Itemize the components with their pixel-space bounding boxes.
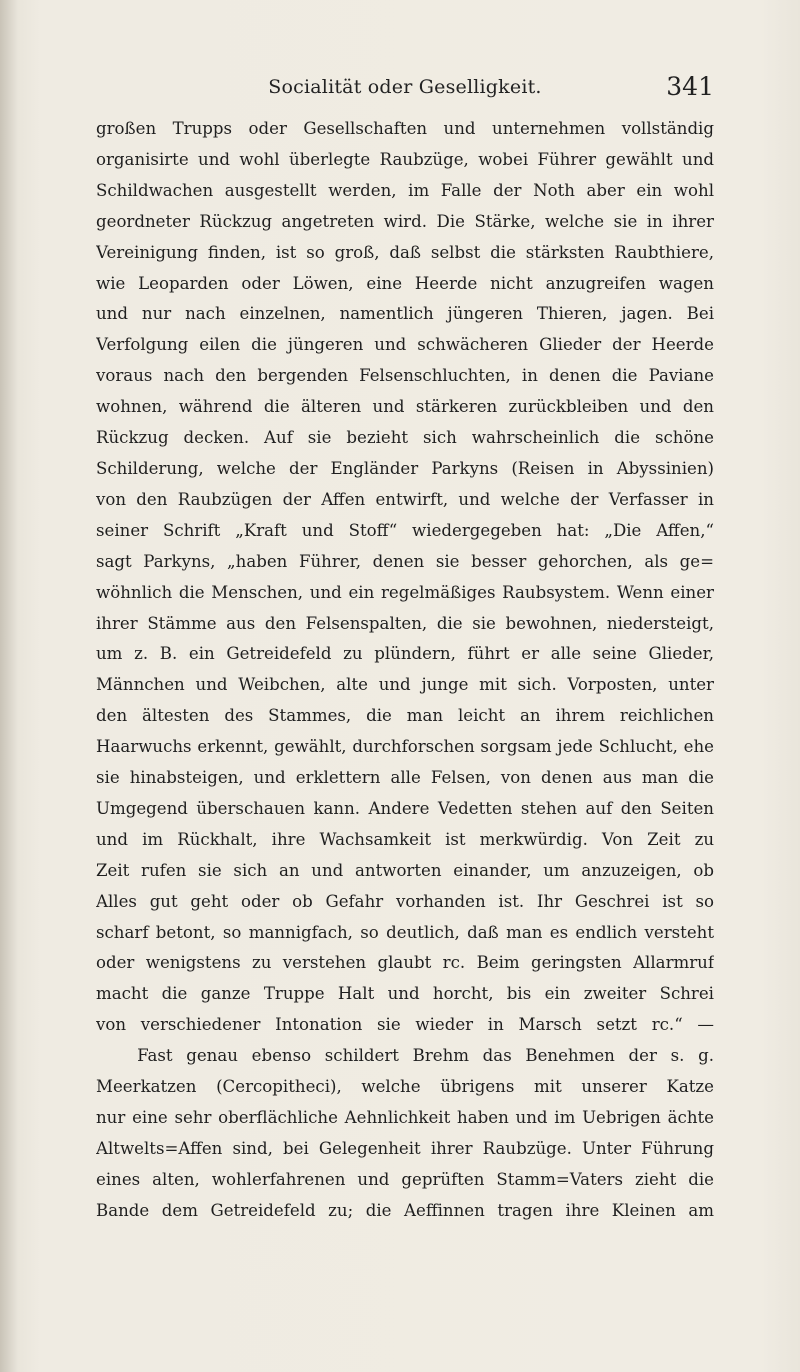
text-line: wie Leoparden oder Löwen, eine Heerde nicht anzugreifen wagen — [96, 273, 714, 293]
text-line: nur eine sehr oberflächliche Aehnlichkeit haben und im Uebrigen ächte — [96, 1108, 714, 1127]
text-line: Altwelts=Affen sind, bei Gelegenheit ihrer Raubzüge. Unter Führung — [96, 1138, 714, 1158]
text-line: Bande dem Getreidefeld zu; die Aeffinnen tragen ihre Kleinen am — [96, 1200, 714, 1220]
text-line: organisirte und wohl überlegte Raubzüge, wobei Führer gewählt und — [96, 149, 714, 169]
text-line: oder wenigstens zu verstehen glaubt rc. Beim geringsten Allarmruf — [96, 953, 714, 973]
text-line: sagt Parkyns, „haben Führer, denen sie besser gehorchen, als ge= — [96, 551, 714, 571]
text-line: Umgegend überschauen kann. Andere Vedetten stehen auf den Seiten — [96, 798, 714, 818]
text-line: Schilderung, welche der Engländer Parkyns (Reisen in Abyssinien) — [96, 458, 714, 478]
text-line: voraus nach den bergenden Felsenschluchten, in denen die Paviane — [96, 366, 714, 386]
text-line: scharf betont, so mannigfach, so deutlich, daß man es endlich versteht — [96, 922, 714, 942]
text-line: Fast genau ebenso schildert Brehm das Benehmen der s. g. — [96, 1046, 714, 1066]
text-line: wöhnlich die Menschen, und ein regelmäßiges Raubsystem. Wenn einer — [96, 582, 714, 602]
text-line: Rückzug decken. Auf sie bezieht sich wahrscheinlich die schöne — [96, 428, 714, 448]
text-line: und im Rückhalt, ihre Wachsamkeit ist merkwürdig. Von Zeit zu — [96, 829, 714, 849]
text-line: den ältesten des Stammes, die man leicht an ihrem reichlichen — [96, 706, 714, 726]
text-line: Alles gut geht oder ob Gefahr vorhanden ist. Ihr Geschrei ist so — [96, 891, 714, 911]
text-line: Meerkatzen (Cercopitheci), welche übrigens mit unserer Katze — [96, 1077, 714, 1097]
text-line: Haarwuchs erkennt, gewählt, durchforschen sorgsam jede Schlucht, ehe — [96, 737, 714, 757]
text-line: wohnen, während die älteren und stärkeren zurückbleiben und den — [96, 397, 714, 417]
text-line: Männchen und Weibchen, alte und junge mit sich. Vorposten, unter — [96, 675, 714, 695]
text-line: eines alten, wohlerfahrenen und geprüften Stamm=Vaters zieht die — [96, 1169, 714, 1189]
text-line: ihrer Stämme aus den Felsenspalten, die sie bewohnen, niedersteigt, — [96, 613, 714, 633]
text-line: macht die ganze Truppe Halt und horcht, bis ein zweiter Schrei — [96, 984, 714, 1004]
text-line: und nur nach einzelnen, namentlich jüngeren Thieren, jagen. Bei — [96, 304, 714, 324]
spine-shadow — [0, 0, 18, 1372]
text-line: von den Raubzügen der Affen entwirft, und welche der Verfasser in — [96, 489, 714, 509]
text-line: um z. B. ein Getreidefeld zu plündern, führt er alle seine Glieder, — [96, 644, 714, 664]
text-line: von verschiedener Intonation sie wieder in Marsch setzt rc.“ — — [96, 1015, 714, 1035]
text-line: großen Trupps oder Gesellschaften und unternehmen vollständig — [96, 119, 714, 138]
text-line: sie hinabsteigen, und erklettern alle Felsen, von denen aus man die — [96, 768, 714, 788]
page-header — [96, 70, 714, 110]
text-line: Verfolgung eilen die jüngeren und schwächeren Glieder der Heerde — [96, 335, 714, 355]
text-line: Zeit rufen sie sich an und antworten einander, um anzuzeigen, ob — [96, 860, 714, 880]
text-line: Schildwachen ausgestellt werden, im Falle der Noth aber ein wohl — [96, 180, 714, 200]
page-number: 341 — [666, 72, 714, 101]
body-text — [96, 114, 714, 1227]
text-line: geordneter Rückzug angetreten wird. Die Stärke, welche sie in ihrer — [96, 211, 714, 231]
text-line: seiner Schrift „Kraft und Stoff“ wiedergegeben hat: „Die Affen,“ — [96, 520, 714, 540]
text-line: Vereinigung finden, ist so groß, daß selbst die stärksten Raubthiere, — [96, 242, 714, 262]
running-title: Socialität oder Geselligkeit. — [268, 76, 542, 98]
